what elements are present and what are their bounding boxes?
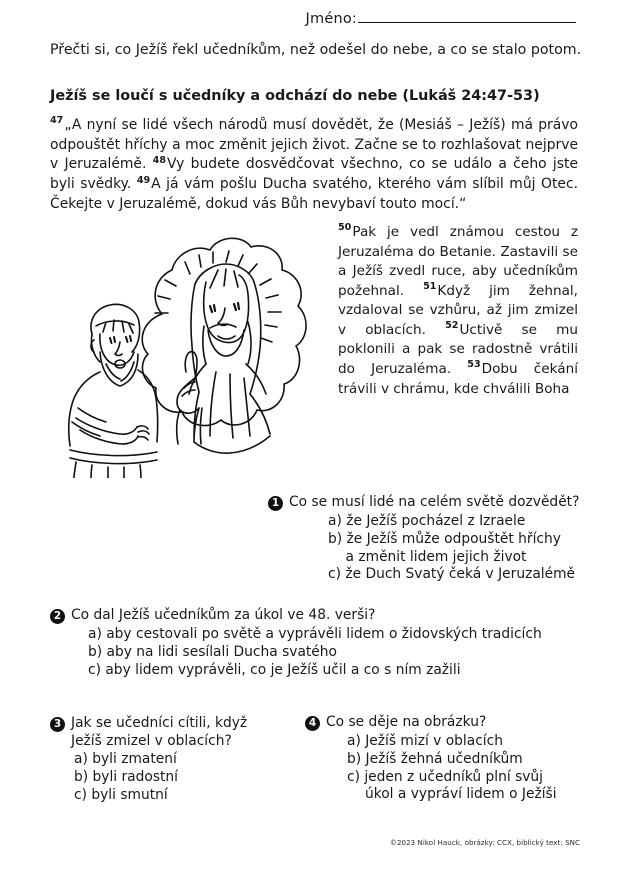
question-2-header [50, 607, 610, 625]
verse-number-52: 52 [445, 320, 459, 332]
verse-number-47: 47 [50, 115, 64, 127]
option-item[interactable]: a) Ježíš mizí v oblacích [347, 732, 503, 749]
name-label: Jméno: [305, 11, 357, 27]
question-1-header [268, 494, 624, 512]
question-4-options [305, 733, 615, 805]
verse-number-50: 50 [338, 222, 352, 234]
question-2-text: Co dal Ježíš učedníkům za úkol ve 48. verši? [71, 607, 376, 623]
question-1-number-badge: 1 [268, 496, 283, 511]
question-2 [50, 607, 610, 679]
option-item-continuation [347, 786, 615, 804]
verse-text-48: Vy budete dosvědčovat všechno, co se událo a čeho jste byli svědky. [50, 156, 578, 193]
question-3 [50, 715, 305, 805]
question-1-options [268, 513, 624, 585]
verse-number-53: 53 [467, 359, 481, 371]
option-item[interactable]: b) aby na lidi sesílali Ducha svatého [88, 643, 337, 660]
question-1 [268, 494, 624, 584]
option-item[interactable]: c) byli smutní [74, 787, 168, 804]
verse-text-53: Dobu čekání trávili v chrámu, kde chválili Boha [338, 360, 578, 397]
question-4-header [305, 714, 615, 732]
question-2-options [50, 626, 610, 680]
scripture-passage-right [338, 223, 578, 399]
verse-number-48: 48 [152, 154, 167, 166]
question-3-text-line1: Jak se učedníci cítili, když [71, 715, 248, 731]
option-item[interactable]: b) Ježíš žehná učedníkům [347, 750, 523, 767]
question-2-number-badge: 2 [50, 609, 65, 624]
verse-text-50: Pak je vedl známou cestou z Jeruzaléma do Betanie. Zastavili se a Ježíš zvedl ruce, aby učedníkům požehnal. [338, 224, 578, 299]
question-4-text: Co se děje na obrázku? [326, 714, 487, 730]
option-item[interactable]: c) že Duch Svatý čeká v Jeruzalémě [328, 566, 576, 583]
option-item[interactable]: a) aby cestovali po světě a vyprávěli lidem o židovských tradicích [88, 625, 542, 642]
ascension-illustration [58, 222, 326, 478]
copyright-credit: ©2023 Nikol Hauck, obrázky: CCX, biblický text: SNC [389, 838, 580, 847]
option-item[interactable]: c) jeden z učedníků plní svůj [347, 768, 544, 785]
name-field-row [50, 8, 576, 27]
question-4 [305, 714, 615, 804]
scripture-passage-top [50, 116, 578, 215]
question-3-text [71, 715, 247, 750]
option-item[interactable]: b) že Ježíš může odpouštět hříchy [328, 530, 561, 547]
question-3-number-badge: 3 [50, 717, 65, 732]
option-item-continuation: a změnit lidem jejich život [328, 548, 527, 565]
name-input-line[interactable] [358, 8, 576, 23]
intro-instruction: Přečti si, co Ježíš řekl učedníkům, než odešel do nebe, a co se stalo potom. [50, 42, 582, 58]
question-1-text: Co se musí lidé na celém světě dozvědět? [289, 494, 580, 510]
verse-text-49: A já vám pošlu Ducha svatého, kterého vám slíbil můj Otec. Čekejte v Jeruzalémě, dokud vás Bůh nevybaví touto mocí.“ [50, 176, 578, 212]
question-4-number-badge: 4 [305, 716, 320, 731]
verse-number-49: 49 [136, 174, 151, 186]
question-3-options [50, 751, 305, 805]
question-3-header [50, 715, 305, 750]
verse-text-51: Když jim žehnal, vzdaloval se vzhůru, až jim zmizel v oblacích. [338, 282, 578, 338]
question-3-text-line2: Ježíš zmizel v oblacích? [71, 732, 232, 749]
option-continuation-text: úkol a vypráví lidem o Ježíši [365, 786, 557, 803]
section-heading: Ježíš se loučí s učedníky a odchází do nebe (Lukáš 24:47-53) [50, 88, 540, 104]
option-item[interactable]: b) byli radostní [74, 769, 179, 786]
verse-number-51: 51 [423, 281, 437, 293]
option-item[interactable]: c) aby lidem vyprávěli, co je Ježíš učil a co s ním zažili [88, 661, 461, 678]
verse-text-47: „A nyní se lidé všech národů musí dovědět, že (Mesiáš – Ježíš) má právo odpouštět hříchy a moc změnit jejich život. Začne se to rozhlašovat nejprve v Jeruzalémě. [50, 117, 578, 173]
verse-text-52: Uctivě se mu poklonili a pak se radostně vrátili do Jeruzaléma. [338, 321, 578, 377]
option-item[interactable]: a) byli zmatení [74, 751, 177, 768]
option-item[interactable]: a) že Ježíš pocházel z Izraele [328, 512, 526, 529]
